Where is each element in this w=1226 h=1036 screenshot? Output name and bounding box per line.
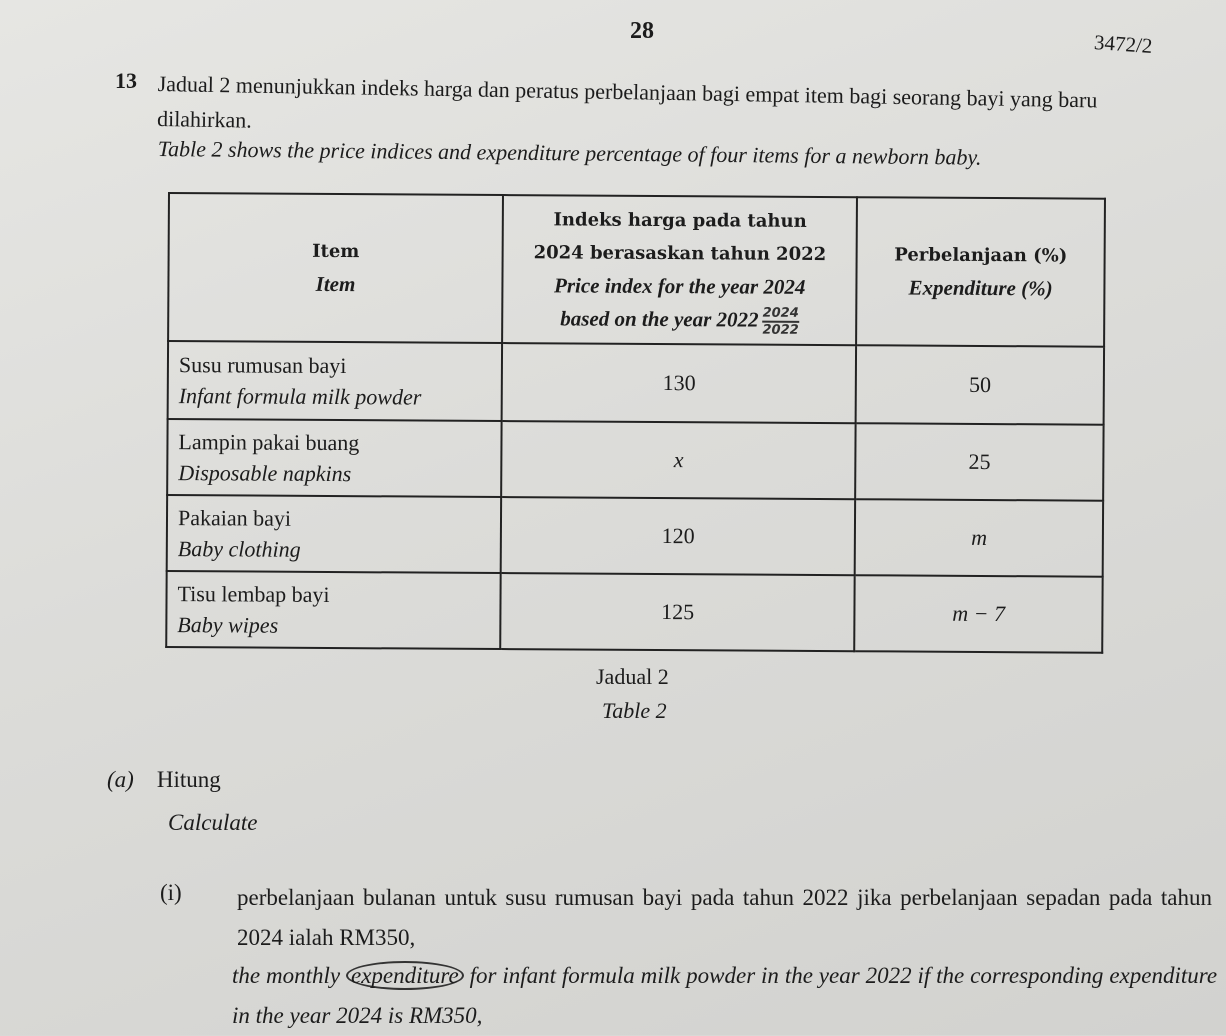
- table-header-row: [168, 193, 1105, 347]
- part-a-label: (a): [107, 767, 134, 792]
- item-cell: Lampin pakai buang Disposable napkins: [167, 419, 502, 497]
- sub-question-text-english: the monthly expenditure for infant formula milk powder in the year 2022 if the corresponding expenditure in the year 2024 is RM350,: [232, 963, 1218, 1028]
- part-a-heading: [107, 767, 221, 793]
- price-index-cell: 130: [502, 343, 857, 423]
- price-index-cell: 120: [501, 497, 856, 575]
- header-expenditure: Perbelanjaan (%) Expenditure (%): [856, 197, 1105, 347]
- table-caption-malay: Jadual 2: [596, 664, 669, 689]
- table-caption-english: Table 2: [602, 698, 667, 723]
- header-item: Item Item: [168, 193, 503, 343]
- question-number: 13: [115, 68, 137, 93]
- price-index-cell: 125: [500, 573, 855, 651]
- header-price-index: Indeks harga pada tahun 2024 berasaskan tahun 2022 Price index for the year 2024 based on the year $2022 \frac{2024}{2022}$: [502, 195, 857, 345]
- part-a-instruction-english: Calculate: [168, 810, 258, 835]
- paper-code: 3472/2: [1093, 30, 1154, 59]
- expenditure-cell: 25: [855, 423, 1103, 501]
- price-index-table: [165, 192, 1106, 654]
- page-number: 28: [630, 18, 654, 44]
- table-row: [167, 419, 1103, 501]
- item-cell: Pakaian bayi Baby clothing: [167, 495, 502, 573]
- item-cell: Susu rumusan bayi Infant formula milk powder: [168, 341, 503, 421]
- price-index-cell: x: [501, 421, 856, 499]
- sub-question-label: (i): [160, 880, 182, 905]
- table-row: [166, 571, 1102, 653]
- part-a-instruction-malay: Hitung: [156, 767, 221, 792]
- item-cell: Tisu lembap bayi Baby wipes: [166, 571, 501, 649]
- handwritten-fraction: $\frac{2024}{2022}$: [762, 305, 799, 338]
- expenditure-cell: m: [855, 499, 1103, 577]
- question-stem-english: Table 2 shows the price indices and expenditure percentage of four items for a newborn baby.: [157, 136, 982, 170]
- circled-word: expenditure: [346, 961, 464, 990]
- expenditure-cell: m − 7: [855, 575, 1103, 653]
- sub-question-text-malay: perbelanjaan bulanan untuk susu rumusan bayi pada tahun 2022 jika perbelanjaan sepadan pada tahun 2024 ialah RM350,: [237, 885, 1212, 950]
- question-stem-malay: Jadual 2 menunjukkan indeks harga dan peratus perbelanjaan bagi empat item bagi seorang bayi yang baru dilahirkan.: [156, 70, 1098, 133]
- table-row: [168, 341, 1104, 425]
- expenditure-cell: 50: [856, 345, 1104, 425]
- table-row: [167, 495, 1103, 577]
